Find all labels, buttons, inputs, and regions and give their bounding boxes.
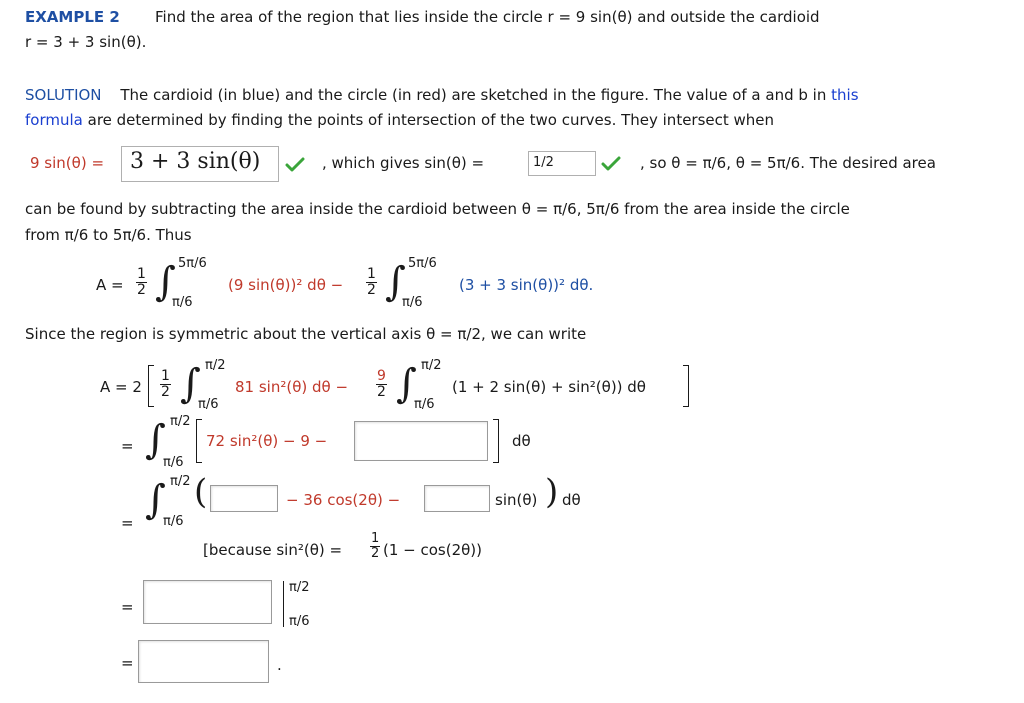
eq5-equals: = <box>121 598 134 616</box>
solution-text1: The cardioid (in blue) and the circle (in red) are sketched in the figure. The value of a and b in <box>120 86 827 104</box>
eq4-term2: sin(θ) <box>495 491 538 509</box>
answer-input-2[interactable]: 1/2 <box>528 151 596 176</box>
example-prompt-line1: Find the area of the region that lies inside the circle r = 9 sin(θ) and outside the cardioid <box>155 8 820 26</box>
eq2-lhs: A = 2 <box>100 378 142 396</box>
answer-input-4[interactable] <box>210 485 278 512</box>
eq1-lower-limit-2: π/6 <box>402 295 423 310</box>
paragraph2-line2: from π/6 to 5π/6. Thus <box>25 226 192 244</box>
eq1-half-fraction-2: $\frac{1}{2}$ <box>367 266 376 298</box>
eq2-left-bracket <box>148 365 154 407</box>
example-prompt-line2: r = 3 + 3 sin(θ). <box>25 33 147 51</box>
eq1-upper-limit-2: 5π/6 <box>408 256 437 271</box>
because-post: (1 − cos(2θ)) <box>383 541 483 559</box>
solution-line1 <box>25 86 859 104</box>
eq4-left-paren: ( <box>194 472 208 512</box>
answer-input-5[interactable] <box>424 485 490 512</box>
eq2-nine-halves-fraction: $\frac{9}{2}$ <box>377 368 386 400</box>
eq6-equals: = <box>121 654 134 672</box>
eq1-upper-limit-1: 5π/6 <box>178 256 207 271</box>
checkmark-icon <box>285 157 305 177</box>
eq3-right-bracket <box>493 419 499 463</box>
eq4-term1: − 36 cos(2θ) − <box>286 491 401 509</box>
eq4-integral-sign: ∫ <box>145 477 166 523</box>
because-pre: [because sin²(θ) = <box>203 541 343 559</box>
eq5-upper-limit: π/2 <box>289 580 310 595</box>
eq2-integral-sign-1: ∫ <box>180 361 201 407</box>
paragraph2-line1: can be found by subtracting the area inside the cardioid between θ = π/6, 5π/6 from the area inside the circle <box>25 200 850 218</box>
answer-input-1[interactable]: 3 + 3 sin(θ) <box>121 146 279 182</box>
eq1-lower-limit-1: π/6 <box>172 295 193 310</box>
example-label: EXAMPLE 2 <box>25 8 120 26</box>
answer-input-3[interactable] <box>354 421 488 461</box>
because-half-fraction: $\frac{1}{2}$ <box>371 531 380 561</box>
eq2-integrand-2: (1 + 2 sin(θ) + sin²(θ)) dθ <box>452 378 646 396</box>
eq4-dtheta: dθ <box>562 491 581 509</box>
eq1-half-fraction: $\frac{1}{2}$ <box>137 266 146 298</box>
solution-line2 <box>25 111 774 129</box>
eq2-lower-limit-1: π/6 <box>198 397 219 412</box>
eq2-lower-limit-2: π/6 <box>414 397 435 412</box>
eq4-right-paren: ) <box>545 472 559 512</box>
eq2-upper-limit-2: π/2 <box>421 358 442 373</box>
eq4-upper-limit: π/2 <box>170 474 191 489</box>
eq1-integrand-2: (3 + 3 sin(θ))² dθ. <box>459 276 594 294</box>
eq2-right-bracket <box>683 365 689 407</box>
symmetry-text: Since the region is symmetric about the vertical axis θ = π/2, we can write <box>25 325 587 343</box>
eq4-equals: = <box>121 514 134 532</box>
eq1-integral-sign-1: ∫ <box>155 259 176 305</box>
eq3-lower-limit: π/6 <box>163 455 184 470</box>
intersection-mid: , which gives sin(θ) = <box>322 154 485 172</box>
eq3-dtheta: dθ <box>512 432 531 450</box>
eq1-integral-sign-2: ∫ <box>385 259 406 305</box>
solution-label: SOLUTION <box>25 86 102 104</box>
eq2-integral-sign-2: ∫ <box>396 361 417 407</box>
this-link[interactable]: this <box>831 86 859 104</box>
eq2-half-fraction: $\frac{1}{2}$ <box>161 368 170 400</box>
answer-input-6[interactable] <box>143 580 272 624</box>
eq3-integral-sign: ∫ <box>145 417 166 463</box>
eq6-period: . <box>277 656 282 674</box>
example-title <box>25 8 120 26</box>
eq2-integrand-1: 81 sin²(θ) dθ − <box>235 378 349 396</box>
eq3-equals: = <box>121 437 134 455</box>
eq3-term: 72 sin²(θ) − 9 − <box>206 432 328 450</box>
eq2-upper-limit-1: π/2 <box>205 358 226 373</box>
eq3-left-bracket <box>196 419 202 463</box>
answer-input-7[interactable] <box>138 640 269 683</box>
eq5-evaluation-bar <box>283 581 284 627</box>
formula-link[interactable]: formula <box>25 111 83 129</box>
eq1-lhs: A = <box>96 276 124 294</box>
eq5-lower-limit: π/6 <box>289 614 310 629</box>
intersection-tail: , so θ = π/6, θ = 5π/6. The desired area <box>640 154 936 172</box>
checkmark-icon <box>601 156 621 176</box>
eq1-integrand-1: (9 sin(θ))² dθ − <box>228 276 344 294</box>
eq4-lower-limit: π/6 <box>163 514 184 529</box>
eq3-upper-limit: π/2 <box>170 414 191 429</box>
intersection-lhs: 9 sin(θ) = <box>30 154 105 172</box>
solution-text2: are determined by finding the points of intersection of the two curves. They intersect when <box>87 111 775 129</box>
